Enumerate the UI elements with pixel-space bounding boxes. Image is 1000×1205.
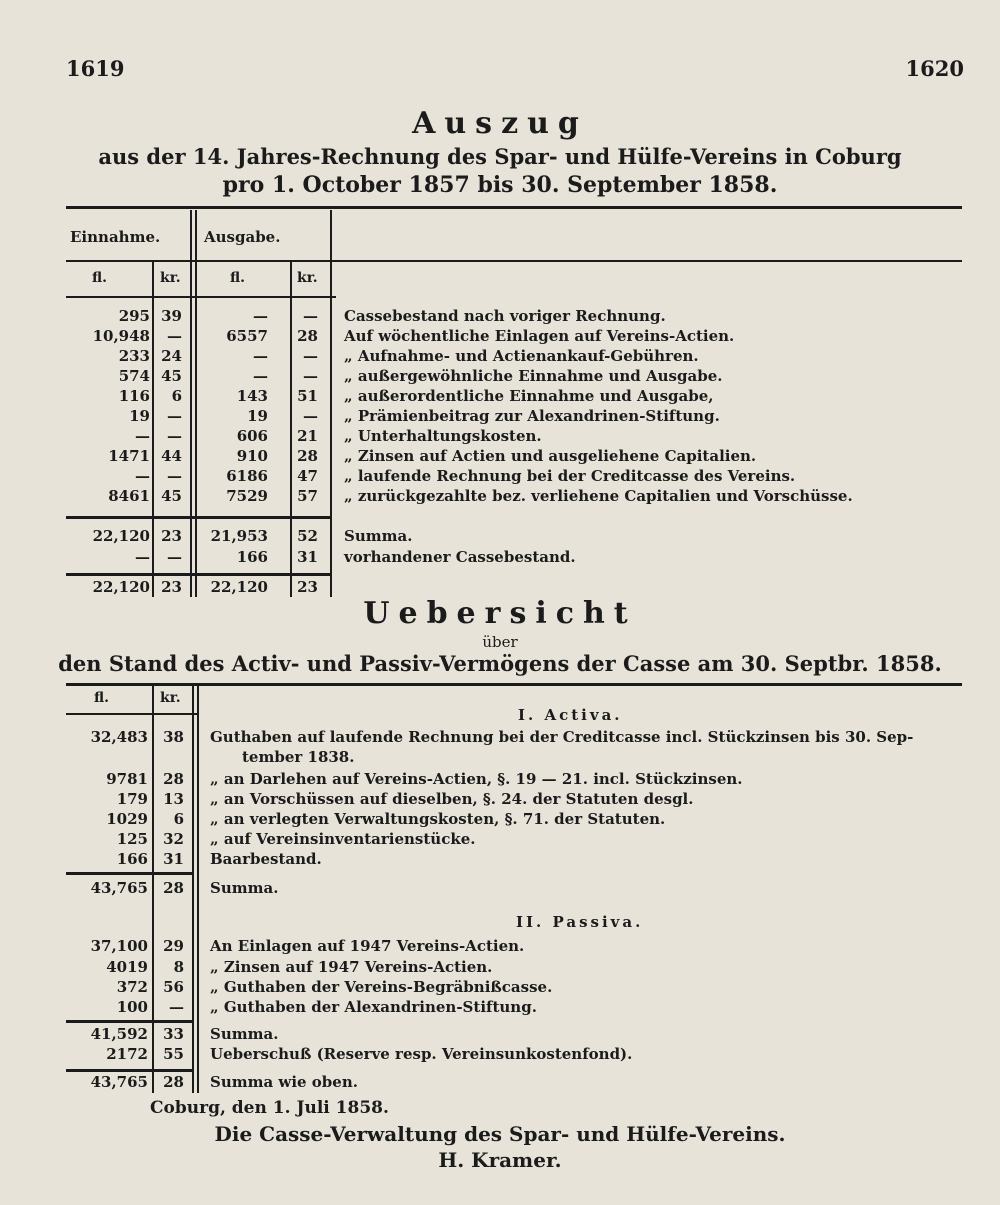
- auszug-line1: aus der 14. Jahres-Rechnung des Spar- und Hülfe-Vereins in Coburg: [98, 144, 902, 169]
- activa-row-text2: tember 1838.: [242, 748, 355, 766]
- table1-row-out-fl: 6186: [226, 467, 268, 485]
- passiva-row-text: An Einlagen auf 1947 Vereins-Actien.: [210, 937, 525, 955]
- activa-row-fl: 166: [116, 850, 148, 868]
- table1-row-in-kr: 39: [161, 307, 182, 325]
- passiva-row-kr: —: [169, 998, 184, 1016]
- unit-kr: kr.: [297, 270, 318, 286]
- table1-bestand-in-fl: —: [135, 548, 150, 566]
- activa-row-kr: 13: [163, 790, 184, 808]
- table1-bestand-out-fl: 166: [236, 548, 268, 566]
- vline: [152, 262, 154, 597]
- table1-row-in-kr: 24: [161, 347, 182, 365]
- table1-row-out-kr: 28: [297, 327, 318, 345]
- table1-total-out-fl: 22,120: [210, 578, 268, 596]
- table1-row-out-fl: 6557: [226, 327, 268, 345]
- activa-row-text: „ an Vorschüssen auf dieselben, §. 24. der Statuten desgl.: [210, 790, 694, 808]
- table1-row-out-kr: —: [303, 307, 318, 325]
- activa-row-text: „ an Darlehen auf Vereins-Actien, §. 19 — 21. incl. Stückzinsen.: [210, 770, 743, 788]
- table1-row-in-fl: 116: [118, 387, 150, 405]
- passiva-row-fl: 37,100: [90, 937, 148, 955]
- table1-row-in-kr: 44: [161, 447, 182, 465]
- table1-row-in-fl: 233: [118, 347, 150, 365]
- vline: [197, 686, 199, 1093]
- activa-row-fl: 125: [116, 830, 148, 848]
- header-income: Einnahme.: [70, 228, 161, 246]
- activa-title: I. Activa.: [518, 706, 623, 724]
- rule-passiva-sum: [66, 1020, 194, 1023]
- table1-row-out-kr: —: [303, 407, 318, 425]
- activa-row-fl: 32,483: [90, 728, 148, 746]
- unit-fl: fl.: [92, 270, 108, 286]
- vline: [195, 210, 197, 597]
- table1-summa-in-kr: 23: [161, 527, 182, 545]
- passiva-row-fl: 100: [116, 998, 148, 1016]
- page-number-left: 1619: [66, 56, 125, 81]
- uebersicht-title: Uebersicht: [363, 596, 637, 631]
- rule-sum: [66, 516, 332, 519]
- table1-row-in-fl: —: [135, 467, 150, 485]
- passiva-summa-fl: 41,592: [90, 1025, 148, 1043]
- passiva-row-kr: 56: [163, 978, 184, 996]
- unit-fl: fl.: [230, 270, 246, 286]
- vline: [152, 686, 154, 1093]
- final-summa-kr: 28: [163, 1073, 184, 1091]
- table1-row-out-fl: 143: [236, 387, 268, 405]
- activa-row-kr: 31: [163, 850, 184, 868]
- table1-summa-in-fl: 22,120: [92, 527, 150, 545]
- activa-row-fl: 9781: [106, 770, 148, 788]
- table1-row-in-fl: 574: [118, 367, 150, 385]
- passiva-title: II. Passiva.: [516, 913, 644, 931]
- passiva-row-text: „ Zinsen auf 1947 Vereins-Actien.: [210, 958, 493, 976]
- table1-row-out-fl: —: [253, 347, 268, 365]
- activa-row-text: Baarbestand.: [210, 850, 322, 868]
- activa-row-text: „ auf Vereinsinventarienstücke.: [210, 830, 476, 848]
- table1-row-in-kr: 6: [171, 387, 182, 405]
- table1-row-out-fl: —: [253, 307, 268, 325]
- table1-row-out-fl: 910: [236, 447, 268, 465]
- final-summa-text: Summa wie oben.: [210, 1073, 358, 1091]
- table1-row-out-fl: —: [253, 367, 268, 385]
- rule-header: [66, 260, 962, 262]
- uebersicht-ueber: über: [482, 633, 518, 651]
- place-date: Coburg, den 1. Juli 1858.: [150, 1098, 389, 1118]
- table1-row-in-fl: 295: [118, 307, 150, 325]
- table1-row-out-fl: 19: [247, 407, 268, 425]
- rule-activa-sum: [66, 872, 194, 875]
- table1-total-in-kr: 23: [161, 578, 182, 596]
- activa-row-fl: 179: [116, 790, 148, 808]
- table1-row-in-fl: —: [135, 427, 150, 445]
- activa-summa-fl: 43,765: [90, 879, 148, 897]
- signature: Die Casse-Verwaltung des Spar- und Hülfe-Vereins.: [214, 1122, 786, 1146]
- rule-total: [66, 573, 332, 576]
- final-summa-fl: 43,765: [90, 1073, 148, 1091]
- uebersicht-line: den Stand des Activ- und Passiv-Vermögens der Casse am 30. Septbr. 1858.: [58, 651, 942, 676]
- ueberschuss-text: Ueberschuß (Reserve resp. Vereinsunkostenfond).: [210, 1045, 633, 1063]
- table1-row-in-kr: —: [167, 427, 182, 445]
- vline: [192, 686, 194, 1093]
- table1-row-out-kr: —: [303, 367, 318, 385]
- table1-row-in-kr: —: [167, 407, 182, 425]
- table1-total-out-kr: 23: [297, 578, 318, 596]
- passiva-row-fl: 372: [116, 978, 148, 996]
- passiva-row-kr: 8: [173, 958, 184, 976]
- ueberschuss-kr: 55: [163, 1045, 184, 1063]
- table1-row-out-fl: 7529: [226, 487, 268, 505]
- passiva-row-kr: 29: [163, 937, 184, 955]
- table1-row-in-kr: —: [167, 327, 182, 345]
- passiva-summa-text: Summa.: [210, 1025, 279, 1043]
- unit-fl: fl.: [94, 690, 110, 706]
- activa-summa-text: Summa.: [210, 879, 279, 897]
- table1-row-out-kr: —: [303, 347, 318, 365]
- rule-units2: [66, 713, 198, 715]
- table1-bestand-text: vorhandener Cassebestand.: [344, 548, 576, 566]
- table1-row-out-fl: 606: [236, 427, 268, 445]
- table1-row-out-kr: 57: [297, 487, 318, 505]
- table1-row-text: „ Zinsen auf Actien und ausgeliehene Capitalien.: [344, 447, 757, 465]
- header-expense: Ausgabe.: [204, 228, 281, 246]
- table1-row-in-kr: 45: [161, 367, 182, 385]
- table1-row-text: „ Aufnahme- und Actienankauf-Gebühren.: [344, 347, 699, 365]
- passiva-row-fl: 4019: [106, 958, 148, 976]
- page-number-right: 1620: [905, 56, 964, 81]
- activa-row-kr: 38: [163, 728, 184, 746]
- rule-units: [66, 296, 336, 298]
- auszug-title: Auszug: [412, 106, 588, 141]
- table1-row-text: „ Unterhaltungskosten.: [344, 427, 542, 445]
- table1-row-text: Cassebestand nach voriger Rechnung.: [344, 307, 666, 325]
- table1-row-text: „ Prämienbeitrag zur Alexandrinen-Stiftung.: [344, 407, 720, 425]
- table1-row-text: „ außergewöhnliche Einnahme und Ausgabe.: [344, 367, 723, 385]
- table1-summa-out-fl: 21,953: [210, 527, 268, 545]
- rule-top: [66, 206, 962, 209]
- activa-row-fl: 1029: [106, 810, 148, 828]
- rule-top2: [66, 683, 962, 686]
- table1-row-in-kr: —: [167, 467, 182, 485]
- ueberschuss-fl: 2172: [106, 1045, 148, 1063]
- signer-name: H. Kramer.: [438, 1148, 562, 1172]
- table1-bestand-out-kr: 31: [297, 548, 318, 566]
- table1-summa-text: Summa.: [344, 527, 413, 545]
- vline: [330, 210, 332, 597]
- unit-kr: kr.: [160, 690, 181, 706]
- table1-bestand-in-kr: —: [167, 548, 182, 566]
- activa-row-text: Guthaben auf laufende Rechnung bei der Creditcasse incl. Stückzinsen bis 30. Sep-: [210, 728, 914, 746]
- table1-row-out-kr: 47: [297, 467, 318, 485]
- table1-row-text: „ laufende Rechnung bei der Creditcasse des Vereins.: [344, 467, 796, 485]
- table1-row-in-fl: 1471: [108, 447, 150, 465]
- table1-row-in-kr: 45: [161, 487, 182, 505]
- passiva-row-text: „ Guthaben der Vereins-Begräbnißcasse.: [210, 978, 553, 996]
- table1-row-text: Auf wöchentliche Einlagen auf Vereins-Actien.: [344, 327, 735, 345]
- unit-kr: kr.: [160, 270, 181, 286]
- table1-row-out-kr: 21: [297, 427, 318, 445]
- table1-row-in-fl: 10,948: [92, 327, 150, 345]
- auszug-line2: pro 1. October 1857 bis 30. September 1858.: [222, 172, 778, 198]
- table1-row-text: „ zurückgezahlte bez. verliehene Capitalien und Vorschüsse.: [344, 487, 853, 505]
- activa-row-kr: 32: [163, 830, 184, 848]
- rule-final: [66, 1069, 194, 1072]
- passiva-row-text: „ Guthaben der Alexandrinen-Stiftung.: [210, 998, 537, 1016]
- activa-row-text: „ an verlegten Verwaltungskosten, §. 71. der Statuten.: [210, 810, 666, 828]
- table1-total-in-fl: 22,120: [92, 578, 150, 596]
- table1-summa-out-kr: 52: [297, 527, 318, 545]
- table1-row-in-fl: 19: [129, 407, 150, 425]
- table1-row-in-fl: 8461: [108, 487, 150, 505]
- vline: [190, 210, 192, 597]
- activa-row-kr: 28: [163, 770, 184, 788]
- passiva-summa-kr: 33: [163, 1025, 184, 1043]
- activa-summa-kr: 28: [163, 879, 184, 897]
- table1-row-out-kr: 28: [297, 447, 318, 465]
- table1-row-text: „ außerordentliche Einnahme und Ausgabe,: [344, 387, 714, 405]
- activa-row-kr: 6: [173, 810, 184, 828]
- table1-row-out-kr: 51: [297, 387, 318, 405]
